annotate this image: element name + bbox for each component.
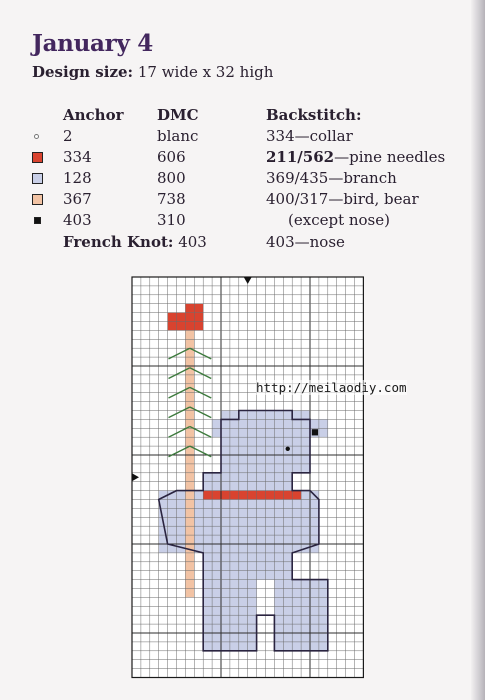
bear-nose: [312, 429, 318, 435]
dmc-number: 310: [157, 211, 186, 229]
french-knot-label: French Knot:: [63, 233, 174, 251]
dmc-number: 606: [157, 148, 186, 166]
design-size-label: Design size:: [32, 63, 134, 81]
white-dot-symbol: [34, 134, 39, 139]
dmc-number: 800: [157, 169, 186, 187]
design-size-value: 17 wide x 32 high: [137, 63, 274, 81]
anchor-number: 2: [63, 127, 73, 145]
black-swatch: [34, 217, 41, 224]
page-title: January 4: [32, 30, 153, 57]
dmc-number: blanc: [157, 127, 199, 145]
anchor-number: 128: [63, 169, 92, 187]
watermark-url: http://meilaodiy.com: [256, 380, 407, 395]
tan-swatch: [32, 194, 43, 205]
bear-collar-fill: [203, 491, 301, 500]
backstitch-line: (except nose): [288, 211, 390, 229]
backstitch-line: 400/317—bird, bear: [266, 190, 419, 208]
cross-stitch-chart: [130, 275, 370, 691]
pattern-grid: [130, 275, 370, 687]
backstitch-header: Backstitch:: [266, 106, 362, 124]
anchor-column-header: Anchor: [63, 106, 124, 124]
backstitch-line: 211/562—pine needles: [266, 148, 446, 166]
backstitch-line: 369/435—branch: [266, 169, 397, 187]
anchor-number: 367: [63, 190, 92, 208]
blue-swatch: [32, 173, 43, 184]
anchor-number: 403: [63, 211, 92, 229]
book-spine-shadow: [471, 0, 485, 700]
backstitch-line: 334—collar: [266, 127, 353, 145]
french-knot-value: 403: [178, 233, 207, 251]
french-knot-row: [63, 233, 207, 251]
bear-eye: [286, 447, 290, 451]
design-size: [32, 63, 273, 81]
dmc-number: 738: [157, 190, 186, 208]
anchor-number: 334: [63, 148, 92, 166]
backstitch-line: 403—nose: [266, 233, 345, 251]
dmc-column-header: DMC: [157, 106, 199, 124]
red-swatch: [32, 152, 43, 163]
